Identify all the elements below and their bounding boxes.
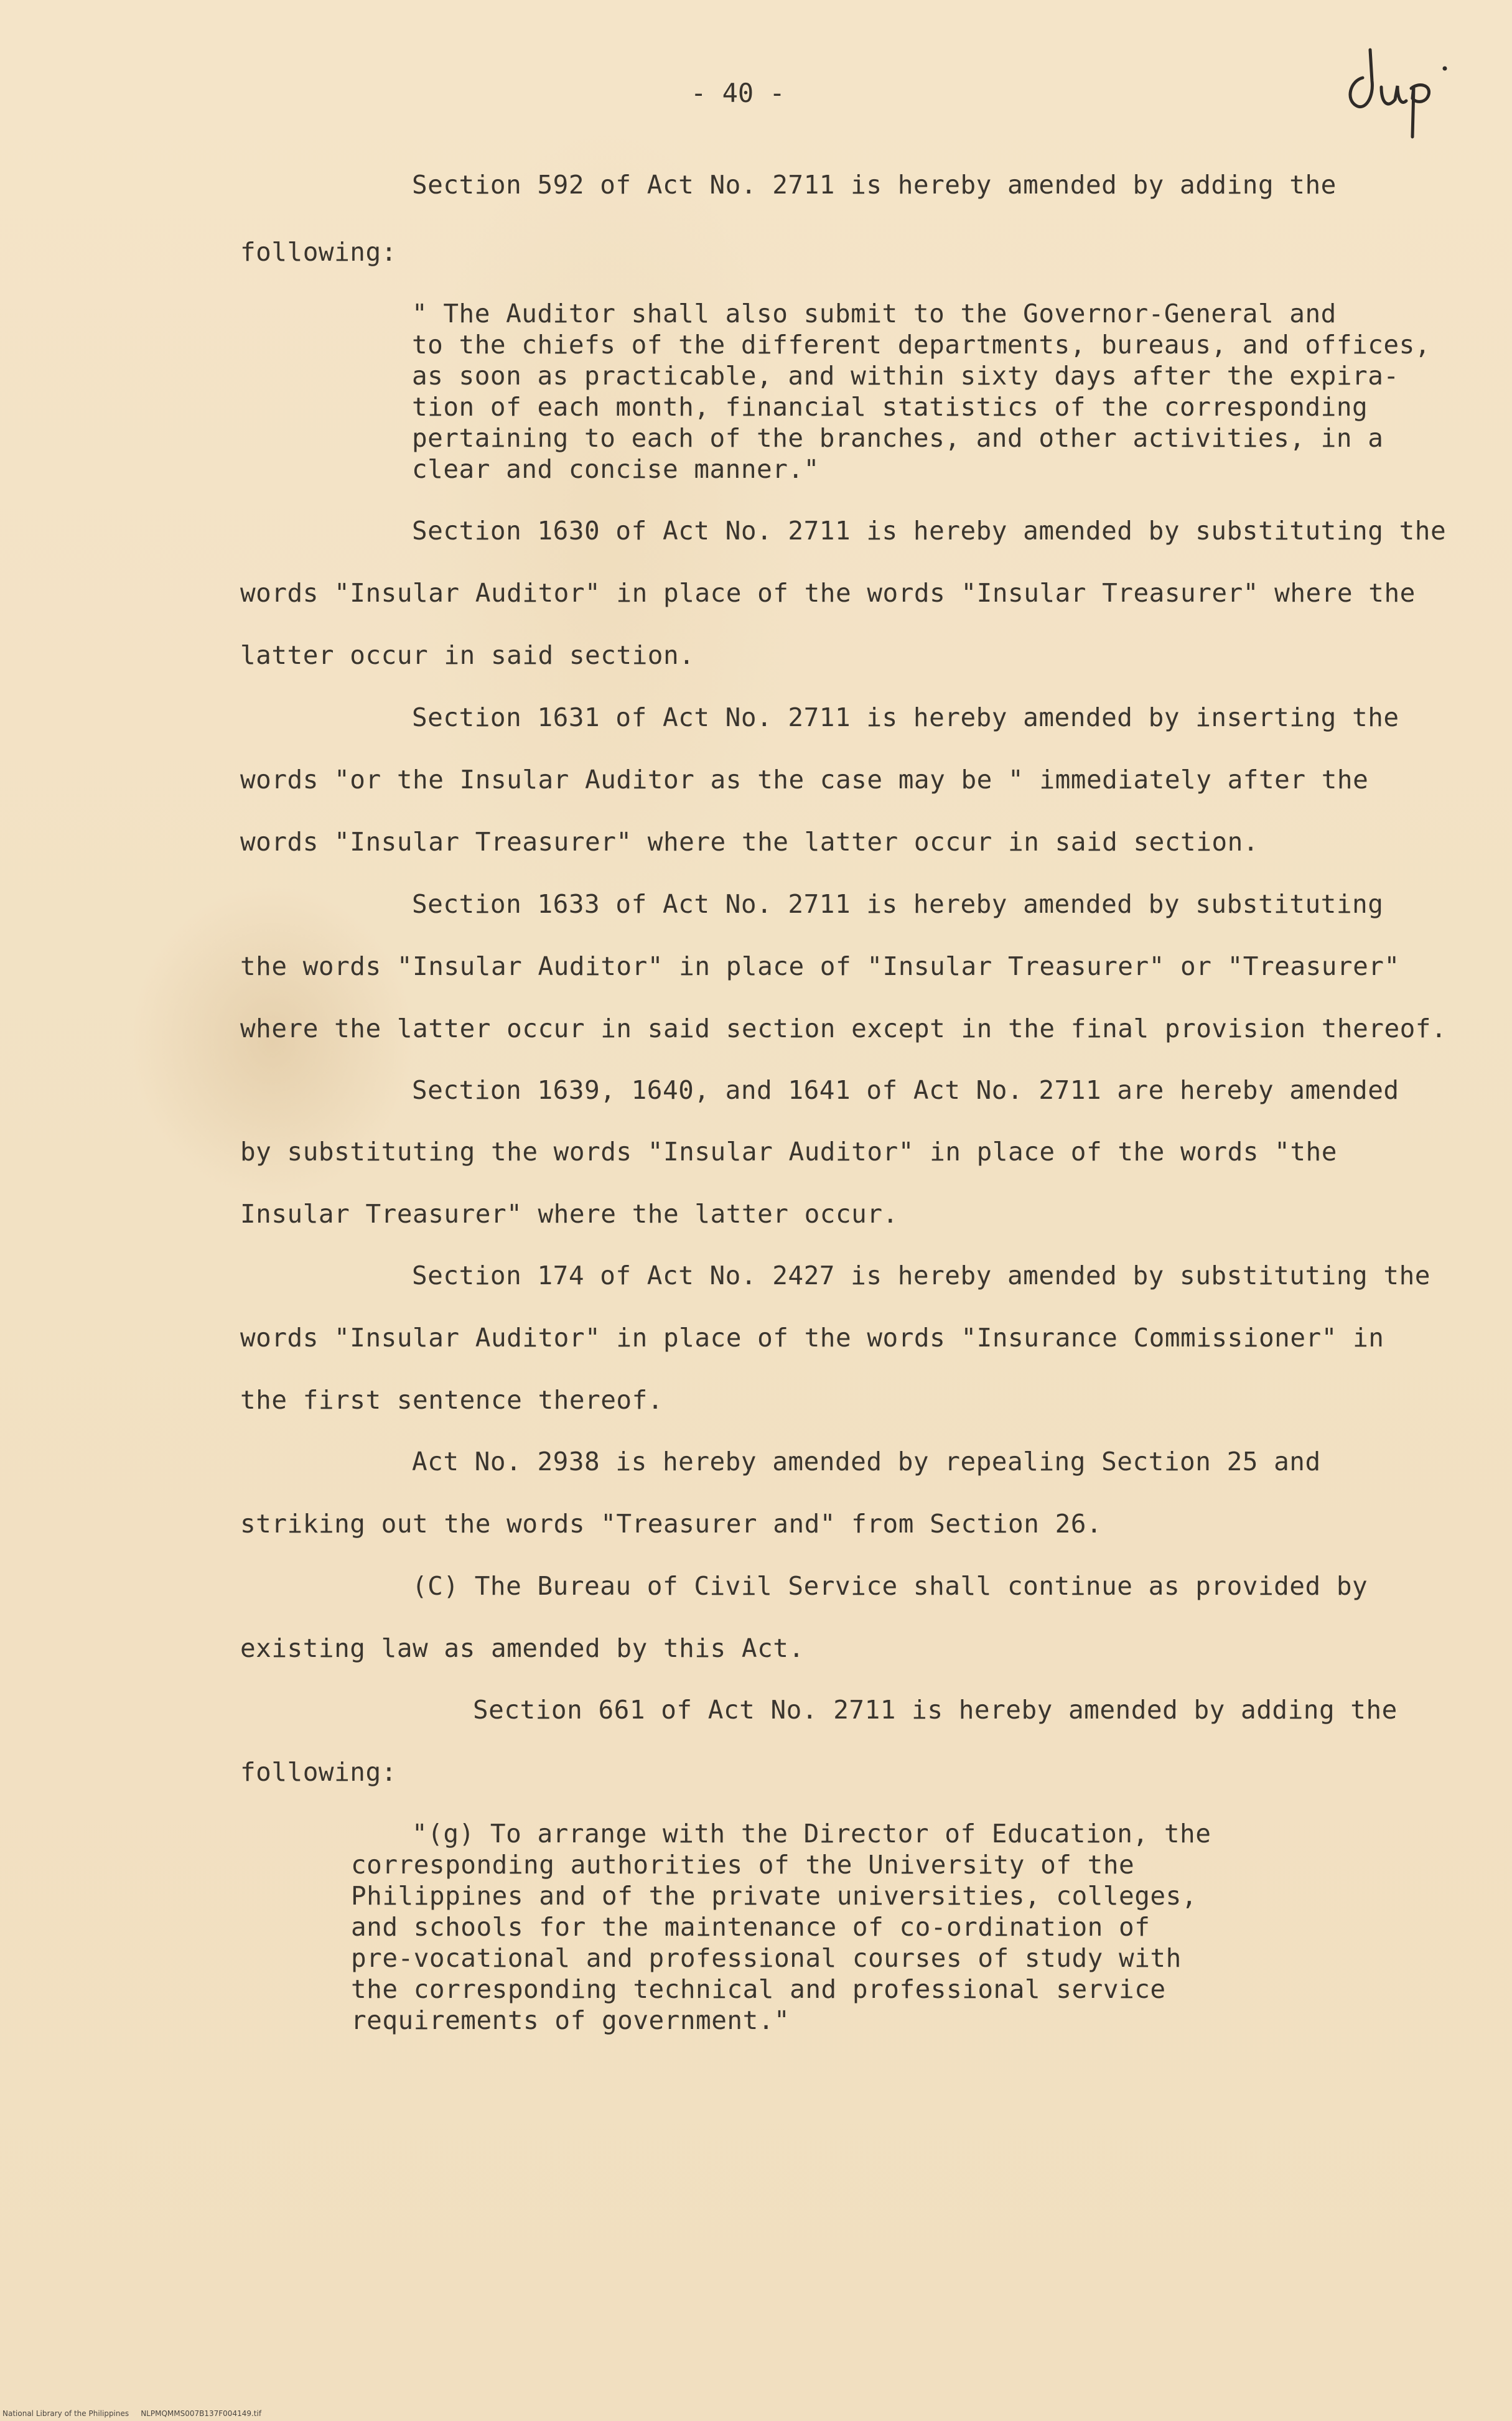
text-line: where the latter occur in said section except in the final provision thereof.: [240, 1014, 1447, 1043]
quote-line: tion of each month, financial statistics of the corresponding: [412, 392, 1368, 422]
text-line: words "or the Insular Auditor as the case may be " immediately after the: [240, 765, 1369, 795]
quote-line: corresponding authorities of the University of the: [351, 1850, 1135, 1880]
text-line: Section 1630 of Act No. 2711 is hereby amended by substituting the: [412, 516, 1447, 546]
quote-line: as soon as practicable, and within sixty days after the expira-: [412, 361, 1399, 391]
text-line: Section 1633 of Act No. 2711 is hereby amended by substituting: [412, 889, 1384, 919]
text-line: Section 661 of Act No. 2711 is hereby amended by adding the: [473, 1695, 1398, 1725]
quote-line: to the chiefs of the different departments, bureaus, and offices,: [412, 330, 1430, 360]
quote-line: pre-vocational and professional courses of study with: [351, 1943, 1182, 1973]
text-line: Act No. 2938 is hereby amended by repealing Section 25 and: [412, 1447, 1321, 1476]
text-line: words "Insular Auditor" in place of the words "Insurance Commissioner" in: [240, 1323, 1384, 1353]
text-line: latter occur in said section.: [240, 640, 695, 670]
text-line: existing law as amended by this Act.: [240, 1633, 805, 1663]
text-line: (C) The Bureau of Civil Service shall continue as provided by: [412, 1571, 1368, 1601]
text-line: following:: [240, 237, 397, 267]
handwritten-note: [1338, 44, 1456, 143]
text-line: by substituting the words "Insular Auditor" in place of the words "the: [240, 1137, 1337, 1167]
quote-line: clear and concise manner.": [412, 454, 819, 484]
text-line: Section 592 of Act No. 2711 is hereby amended by adding the: [412, 170, 1337, 200]
text-line: Insular Treasurer" where the latter occur.: [240, 1199, 898, 1229]
text-line: the words "Insular Auditor" in place of "Insular Treasurer" or "Treasurer": [240, 951, 1400, 981]
text-line: striking out the words "Treasurer and" from Section 26.: [240, 1509, 1103, 1539]
text-line: words "Insular Treasurer" where the latter occur in said section.: [240, 827, 1259, 857]
scan-footer: National Library of the Philippines NLPMQMMS007B137F004149.tif: [2, 2409, 262, 2418]
text-line: following:: [240, 1757, 397, 1787]
quote-line: the corresponding technical and professional service: [351, 1974, 1166, 2004]
text-line: Section 1639, 1640, and 1641 of Act No. 2711 are hereby amended: [412, 1075, 1399, 1105]
quote-line: Philippines and of the private universities, colleges,: [351, 1881, 1197, 1911]
quote-line: " The Auditor shall also submit to the Governor-General and: [412, 299, 1337, 329]
text-line: Section 1631 of Act No. 2711 is hereby amended by inserting the: [412, 702, 1399, 732]
text-line: words "Insular Auditor" in place of the words "Insular Treasurer" where the: [240, 578, 1416, 608]
text-line: the first sentence thereof.: [240, 1385, 663, 1415]
quote-line: requirements of government.": [351, 2005, 790, 2035]
quote-line: "(g) To arrange with the Director of Education, the: [412, 1819, 1211, 1849]
text-line: Section 174 of Act No. 2427 is hereby amended by substituting the: [412, 1261, 1430, 1290]
quote-line: pertaining to each of the branches, and other activities, in a: [412, 423, 1384, 453]
quote-line: and schools for the maintenance of co-ordination of: [351, 1912, 1150, 1942]
page-number: - 40 -: [691, 78, 785, 108]
